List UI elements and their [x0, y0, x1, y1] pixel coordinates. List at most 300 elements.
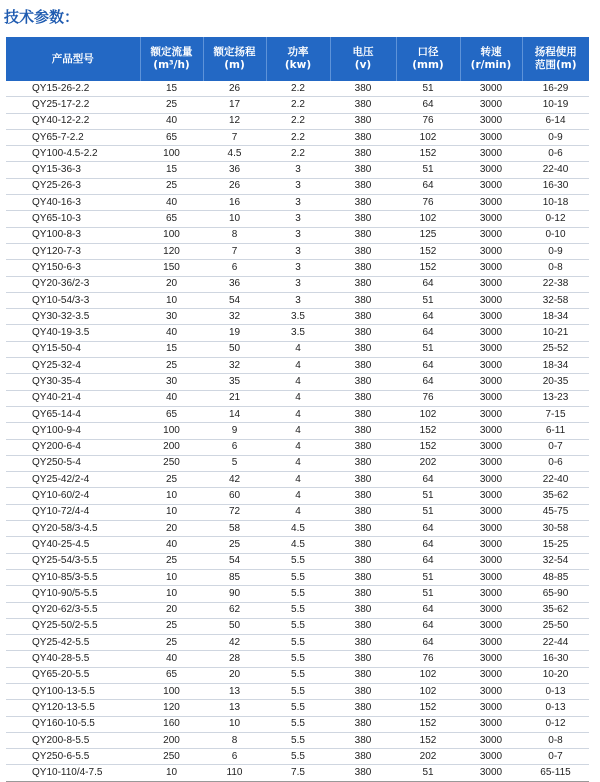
- cell-head-range: 10-20: [522, 667, 589, 683]
- cell-product-model: QY15-50-4: [6, 341, 140, 357]
- cell-rated-head: 5: [203, 455, 266, 471]
- cell-rated-flow: 200: [140, 732, 203, 748]
- cell-speed: 3000: [460, 341, 522, 357]
- cell-product-model: QY65-7-2.2: [6, 129, 140, 145]
- header-label: 功率: [287, 46, 309, 58]
- header-label: 扬程使用: [534, 46, 577, 58]
- header-product-model: [6, 37, 140, 81]
- cell-voltage: 380: [330, 455, 396, 471]
- cell-caliber: 51: [396, 488, 460, 504]
- cell-power: 4: [266, 374, 330, 390]
- cell-rated-flow: 40: [140, 537, 203, 553]
- technical-parameters-table: [6, 37, 589, 782]
- header-head-range: [522, 37, 589, 81]
- cell-head-range: 32-58: [522, 292, 589, 308]
- table-row: [6, 683, 589, 699]
- cell-speed: 3000: [460, 618, 522, 634]
- table-row: [6, 113, 589, 129]
- table-row: [6, 569, 589, 585]
- cell-power: 3: [266, 243, 330, 259]
- cell-caliber: 152: [396, 700, 460, 716]
- cell-voltage: 380: [330, 521, 396, 537]
- cell-head-range: 6-14: [522, 113, 589, 129]
- cell-head-range: 0-6: [522, 146, 589, 162]
- cell-product-model: QY40-25-4.5: [6, 537, 140, 553]
- cell-power: 3: [266, 276, 330, 292]
- cell-head-range: 0-9: [522, 129, 589, 145]
- cell-voltage: 380: [330, 586, 396, 602]
- cell-caliber: 64: [396, 358, 460, 374]
- cell-caliber: 102: [396, 406, 460, 422]
- cell-head-range: 10-18: [522, 195, 589, 211]
- table-row: [6, 390, 589, 406]
- table-row: [6, 81, 589, 97]
- cell-rated-flow: 250: [140, 749, 203, 765]
- cell-head-range: 45-75: [522, 504, 589, 520]
- cell-rated-flow: 25: [140, 178, 203, 194]
- cell-head-range: 0-12: [522, 716, 589, 732]
- cell-speed: 3000: [460, 390, 522, 406]
- cell-product-model: QY100-9-4: [6, 423, 140, 439]
- cell-speed: 3000: [460, 292, 522, 308]
- cell-rated-flow: 160: [140, 716, 203, 732]
- cell-caliber: 64: [396, 618, 460, 634]
- header-label: 额定扬程: [213, 46, 256, 58]
- cell-voltage: 380: [330, 423, 396, 439]
- cell-head-range: 0-13: [522, 683, 589, 699]
- header-label: 电压: [352, 46, 374, 58]
- cell-rated-flow: 65: [140, 667, 203, 683]
- cell-rated-head: 32: [203, 309, 266, 325]
- cell-rated-flow: 20: [140, 602, 203, 618]
- cell-voltage: 380: [330, 211, 396, 227]
- table-row: [6, 309, 589, 325]
- cell-rated-flow: 150: [140, 260, 203, 276]
- cell-power: 4: [266, 341, 330, 357]
- cell-power: 2.2: [266, 97, 330, 113]
- cell-rated-head: 32: [203, 358, 266, 374]
- cell-rated-flow: 65: [140, 406, 203, 422]
- header-label: 额定流量: [150, 46, 193, 58]
- cell-power: 3: [266, 178, 330, 194]
- table-body: [6, 81, 589, 781]
- cell-product-model: QY160-10-5.5: [6, 716, 140, 732]
- table-row: [6, 602, 589, 618]
- cell-speed: 3000: [460, 211, 522, 227]
- header-label: 产品型号: [51, 52, 94, 65]
- cell-voltage: 380: [330, 406, 396, 422]
- cell-caliber: 76: [396, 390, 460, 406]
- cell-caliber: 64: [396, 97, 460, 113]
- table-row: [6, 260, 589, 276]
- cell-rated-flow: 65: [140, 211, 203, 227]
- cell-product-model: QY10-72/4-4: [6, 504, 140, 520]
- cell-voltage: 380: [330, 683, 396, 699]
- cell-voltage: 380: [330, 553, 396, 569]
- cell-power: 5.5: [266, 569, 330, 585]
- cell-voltage: 380: [330, 97, 396, 113]
- cell-head-range: 0-13: [522, 700, 589, 716]
- cell-speed: 3000: [460, 260, 522, 276]
- cell-product-model: QY100-4.5-2.2: [6, 146, 140, 162]
- cell-product-model: QY25-42/2-4: [6, 472, 140, 488]
- cell-rated-head: 12: [203, 113, 266, 129]
- cell-caliber: 64: [396, 309, 460, 325]
- table-row: [6, 749, 589, 765]
- table-row: [6, 358, 589, 374]
- cell-caliber: 152: [396, 716, 460, 732]
- cell-rated-head: 50: [203, 341, 266, 357]
- cell-rated-head: 36: [203, 162, 266, 178]
- cell-voltage: 380: [330, 113, 396, 129]
- header-speed: [460, 37, 522, 81]
- cell-rated-head: 8: [203, 227, 266, 243]
- cell-caliber: 64: [396, 325, 460, 341]
- cell-product-model: QY20-62/3-5.5: [6, 602, 140, 618]
- table-row: [6, 455, 589, 471]
- cell-rated-flow: 25: [140, 618, 203, 634]
- cell-rated-head: 7: [203, 129, 266, 145]
- table-row: [6, 276, 589, 292]
- cell-rated-head: 72: [203, 504, 266, 520]
- cell-head-range: 48-85: [522, 569, 589, 585]
- cell-voltage: 380: [330, 146, 396, 162]
- cell-rated-flow: 15: [140, 162, 203, 178]
- table-row: [6, 423, 589, 439]
- cell-rated-head: 8: [203, 732, 266, 748]
- cell-power: 4: [266, 358, 330, 374]
- cell-voltage: 380: [330, 195, 396, 211]
- cell-caliber: 125: [396, 227, 460, 243]
- cell-power: 3: [266, 211, 330, 227]
- cell-power: 3: [266, 227, 330, 243]
- cell-speed: 3000: [460, 406, 522, 422]
- cell-rated-flow: 25: [140, 472, 203, 488]
- cell-rated-flow: 10: [140, 292, 203, 308]
- cell-caliber: 152: [396, 732, 460, 748]
- cell-caliber: 76: [396, 651, 460, 667]
- cell-voltage: 380: [330, 602, 396, 618]
- cell-rated-flow: 25: [140, 97, 203, 113]
- cell-caliber: 51: [396, 504, 460, 520]
- cell-speed: 3000: [460, 358, 522, 374]
- cell-product-model: QY40-28-5.5: [6, 651, 140, 667]
- cell-power: 5.5: [266, 683, 330, 699]
- cell-power: 2.2: [266, 146, 330, 162]
- cell-voltage: 380: [330, 374, 396, 390]
- cell-rated-flow: 100: [140, 683, 203, 699]
- cell-rated-flow: 15: [140, 81, 203, 97]
- cell-voltage: 380: [330, 81, 396, 97]
- cell-product-model: QY10-60/2-4: [6, 488, 140, 504]
- cell-caliber: 64: [396, 178, 460, 194]
- cell-caliber: 202: [396, 455, 460, 471]
- cell-product-model: QY120-7-3: [6, 243, 140, 259]
- cell-voltage: 380: [330, 341, 396, 357]
- table-row: [6, 374, 589, 390]
- cell-caliber: 51: [396, 569, 460, 585]
- cell-speed: 3000: [460, 683, 522, 699]
- section-title: 技术参数：: [4, 8, 80, 26]
- cell-power: 4: [266, 455, 330, 471]
- cell-voltage: 380: [330, 716, 396, 732]
- cell-caliber: 152: [396, 423, 460, 439]
- cell-head-range: 10-19: [522, 97, 589, 113]
- cell-product-model: QY30-35-4: [6, 374, 140, 390]
- cell-head-range: 18-34: [522, 309, 589, 325]
- cell-rated-flow: 30: [140, 374, 203, 390]
- cell-voltage: 380: [330, 749, 396, 765]
- cell-rated-head: 7: [203, 243, 266, 259]
- cell-power: 4: [266, 406, 330, 422]
- cell-product-model: QY25-32-4: [6, 358, 140, 374]
- header-row: [6, 37, 589, 81]
- cell-rated-flow: 25: [140, 635, 203, 651]
- cell-rated-head: 26: [203, 81, 266, 97]
- cell-head-range: 18-34: [522, 358, 589, 374]
- cell-power: 5.5: [266, 667, 330, 683]
- cell-rated-head: 6: [203, 749, 266, 765]
- cell-speed: 3000: [460, 178, 522, 194]
- cell-power: 7.5: [266, 765, 330, 781]
- cell-head-range: 25-52: [522, 341, 589, 357]
- cell-voltage: 380: [330, 439, 396, 455]
- cell-caliber: 51: [396, 765, 460, 781]
- cell-voltage: 380: [330, 129, 396, 145]
- cell-product-model: QY10-85/3-5.5: [6, 569, 140, 585]
- cell-rated-head: 10: [203, 716, 266, 732]
- cell-caliber: 102: [396, 683, 460, 699]
- cell-voltage: 380: [330, 472, 396, 488]
- header-label: (m): [224, 59, 245, 71]
- cell-speed: 3000: [460, 504, 522, 520]
- header-label: 口径: [417, 46, 439, 58]
- cell-product-model: QY150-6-3: [6, 260, 140, 276]
- cell-caliber: 152: [396, 243, 460, 259]
- header-rated-flow: [140, 37, 203, 81]
- cell-voltage: 380: [330, 569, 396, 585]
- cell-product-model: QY40-21-4: [6, 390, 140, 406]
- cell-product-model: QY15-26-2.2: [6, 81, 140, 97]
- cell-voltage: 380: [330, 162, 396, 178]
- cell-rated-flow: 100: [140, 423, 203, 439]
- cell-rated-flow: 40: [140, 325, 203, 341]
- cell-product-model: QY120-13-5.5: [6, 700, 140, 716]
- cell-voltage: 380: [330, 504, 396, 520]
- table-row: [6, 716, 589, 732]
- cell-product-model: QY250-6-5.5: [6, 749, 140, 765]
- cell-speed: 3000: [460, 602, 522, 618]
- cell-speed: 3000: [460, 439, 522, 455]
- cell-rated-flow: 25: [140, 358, 203, 374]
- table-row: [6, 325, 589, 341]
- cell-rated-head: 17: [203, 97, 266, 113]
- cell-product-model: QY10-90/5-5.5: [6, 586, 140, 602]
- header-voltage: [330, 37, 396, 81]
- table-row: [6, 406, 589, 422]
- cell-speed: 3000: [460, 488, 522, 504]
- cell-voltage: 380: [330, 635, 396, 651]
- cell-product-model: QY10-110/4-7.5: [6, 765, 140, 781]
- cell-rated-flow: 10: [140, 504, 203, 520]
- cell-power: 2.2: [266, 81, 330, 97]
- cell-rated-flow: 200: [140, 439, 203, 455]
- cell-power: 4: [266, 488, 330, 504]
- cell-speed: 3000: [460, 162, 522, 178]
- table-row: [6, 586, 589, 602]
- cell-speed: 3000: [460, 732, 522, 748]
- cell-rated-flow: 40: [140, 113, 203, 129]
- table-row: [6, 732, 589, 748]
- cell-product-model: QY200-8-5.5: [6, 732, 140, 748]
- cell-rated-head: 21: [203, 390, 266, 406]
- cell-power: 3: [266, 260, 330, 276]
- cell-head-range: 0-7: [522, 749, 589, 765]
- table-row: [6, 504, 589, 520]
- cell-rated-flow: 10: [140, 586, 203, 602]
- cell-speed: 3000: [460, 635, 522, 651]
- cell-rated-head: 9: [203, 423, 266, 439]
- cell-product-model: QY25-54/3-5.5: [6, 553, 140, 569]
- cell-head-range: 7-15: [522, 406, 589, 422]
- cell-rated-head: 20: [203, 667, 266, 683]
- cell-power: 5.5: [266, 586, 330, 602]
- cell-product-model: QY25-26-3: [6, 178, 140, 194]
- cell-head-range: 16-30: [522, 651, 589, 667]
- cell-power: 5.5: [266, 602, 330, 618]
- table-row: [6, 521, 589, 537]
- table-row: [6, 667, 589, 683]
- cell-rated-head: 10: [203, 211, 266, 227]
- cell-caliber: 64: [396, 521, 460, 537]
- cell-power: 4: [266, 423, 330, 439]
- cell-caliber: 202: [396, 749, 460, 765]
- cell-rated-head: 6: [203, 439, 266, 455]
- cell-power: 4: [266, 439, 330, 455]
- cell-power: 3.5: [266, 309, 330, 325]
- cell-caliber: 152: [396, 260, 460, 276]
- cell-caliber: 76: [396, 195, 460, 211]
- cell-power: 2.2: [266, 113, 330, 129]
- cell-speed: 3000: [460, 455, 522, 471]
- cell-head-range: 0-8: [522, 260, 589, 276]
- cell-rated-head: 54: [203, 553, 266, 569]
- cell-power: 4.5: [266, 521, 330, 537]
- cell-caliber: 64: [396, 537, 460, 553]
- header-label: (m³/h): [153, 59, 190, 71]
- cell-power: 3: [266, 292, 330, 308]
- header-rated-head: [203, 37, 266, 81]
- cell-speed: 3000: [460, 765, 522, 781]
- cell-voltage: 380: [330, 618, 396, 634]
- table-row: [6, 472, 589, 488]
- cell-power: 4.5: [266, 537, 330, 553]
- cell-voltage: 380: [330, 732, 396, 748]
- table-row: [6, 227, 589, 243]
- cell-rated-flow: 10: [140, 765, 203, 781]
- cell-head-range: 6-11: [522, 423, 589, 439]
- table-row: [6, 146, 589, 162]
- cell-speed: 3000: [460, 325, 522, 341]
- cell-rated-flow: 100: [140, 227, 203, 243]
- cell-rated-head: 13: [203, 700, 266, 716]
- cell-speed: 3000: [460, 195, 522, 211]
- cell-head-range: 0-9: [522, 243, 589, 259]
- cell-speed: 3000: [460, 129, 522, 145]
- table-row: [6, 341, 589, 357]
- cell-caliber: 64: [396, 635, 460, 651]
- cell-head-range: 0-12: [522, 211, 589, 227]
- cell-speed: 3000: [460, 553, 522, 569]
- cell-caliber: 64: [396, 276, 460, 292]
- table-row: [6, 129, 589, 145]
- cell-caliber: 51: [396, 341, 460, 357]
- cell-voltage: 380: [330, 178, 396, 194]
- cell-caliber: 102: [396, 211, 460, 227]
- cell-caliber: 64: [396, 602, 460, 618]
- cell-power: 5.5: [266, 635, 330, 651]
- cell-rated-head: 35: [203, 374, 266, 390]
- cell-product-model: QY100-13-5.5: [6, 683, 140, 699]
- cell-rated-flow: 40: [140, 390, 203, 406]
- cell-voltage: 380: [330, 243, 396, 259]
- cell-rated-flow: 15: [140, 341, 203, 357]
- cell-product-model: QY15-36-3: [6, 162, 140, 178]
- cell-caliber: 152: [396, 146, 460, 162]
- cell-head-range: 65-115: [522, 765, 589, 781]
- cell-head-range: 0-8: [522, 732, 589, 748]
- cell-rated-head: 50: [203, 618, 266, 634]
- cell-speed: 3000: [460, 749, 522, 765]
- table-row: [6, 439, 589, 455]
- cell-rated-head: 85: [203, 569, 266, 585]
- cell-rated-head: 13: [203, 683, 266, 699]
- cell-rated-flow: 120: [140, 243, 203, 259]
- header-power: [266, 37, 330, 81]
- cell-speed: 3000: [460, 81, 522, 97]
- cell-power: 3: [266, 162, 330, 178]
- cell-product-model: QY100-8-3: [6, 227, 140, 243]
- cell-rated-flow: 40: [140, 195, 203, 211]
- cell-power: 3: [266, 195, 330, 211]
- cell-power: 4: [266, 390, 330, 406]
- cell-power: 5.5: [266, 618, 330, 634]
- cell-power: 5.5: [266, 700, 330, 716]
- cell-head-range: 13-23: [522, 390, 589, 406]
- cell-voltage: 380: [330, 358, 396, 374]
- table-row: [6, 651, 589, 667]
- cell-voltage: 380: [330, 325, 396, 341]
- cell-power: 5.5: [266, 716, 330, 732]
- cell-head-range: 10-21: [522, 325, 589, 341]
- cell-voltage: 380: [330, 292, 396, 308]
- cell-speed: 3000: [460, 97, 522, 113]
- cell-speed: 3000: [460, 243, 522, 259]
- table-row: [6, 97, 589, 113]
- cell-speed: 3000: [460, 700, 522, 716]
- cell-product-model: QY25-17-2.2: [6, 97, 140, 113]
- header-label: (r/min): [470, 59, 512, 71]
- cell-rated-flow: 25: [140, 553, 203, 569]
- cell-power: 2.2: [266, 129, 330, 145]
- cell-head-range: 22-40: [522, 162, 589, 178]
- cell-caliber: 102: [396, 667, 460, 683]
- cell-rated-head: 16: [203, 195, 266, 211]
- cell-rated-head: 6: [203, 260, 266, 276]
- cell-rated-head: 62: [203, 602, 266, 618]
- cell-head-range: 22-44: [522, 635, 589, 651]
- cell-rated-head: 26: [203, 178, 266, 194]
